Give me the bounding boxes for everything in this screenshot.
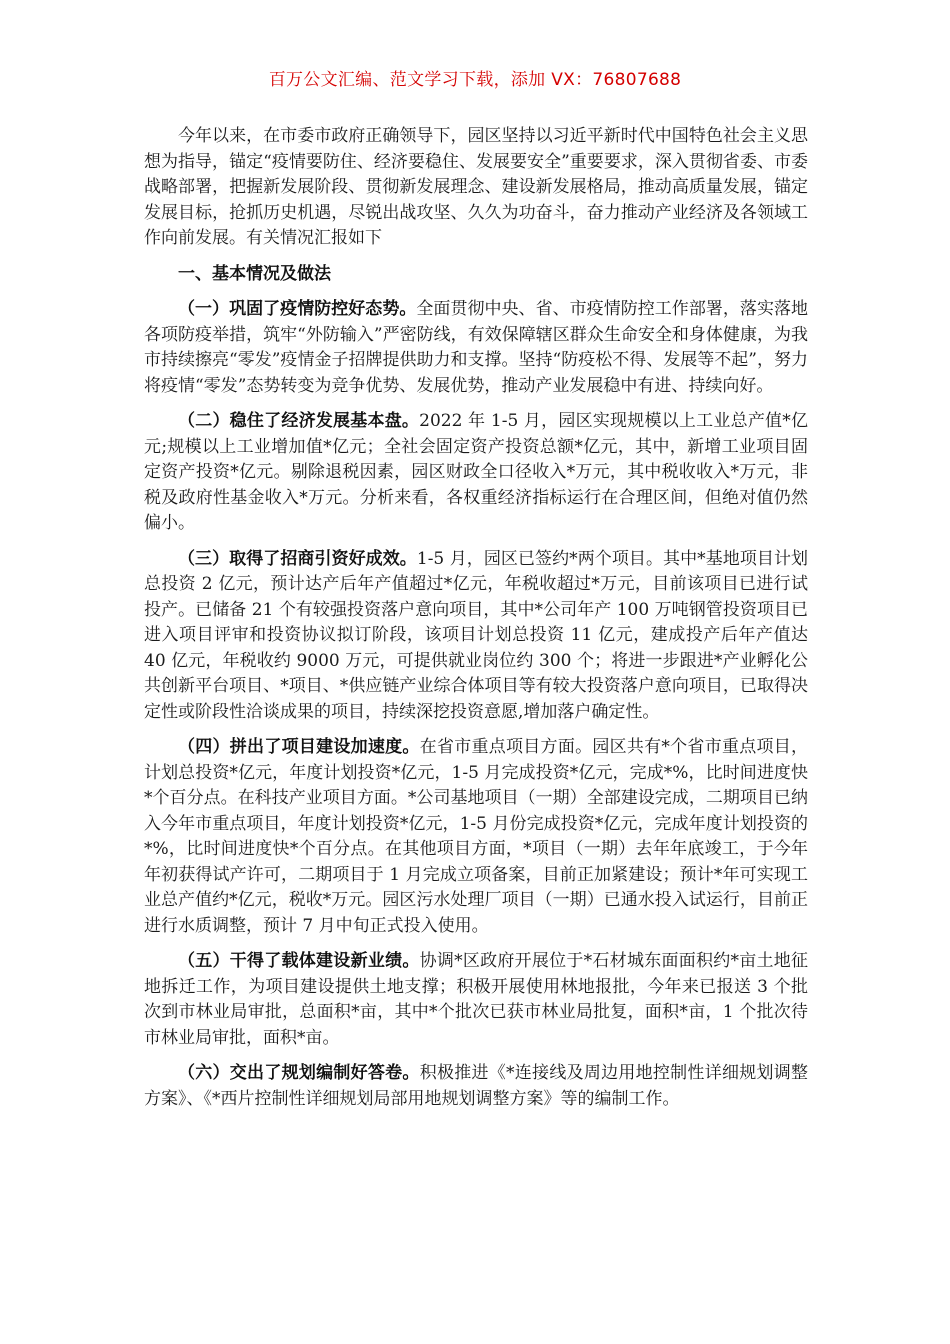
paragraph-5 (144, 949, 808, 1051)
document-body (144, 124, 808, 1122)
paragraph-1 (144, 297, 808, 399)
paragraph-6 (144, 1061, 808, 1112)
paragraph-4-lead: （四）拼出了项目建设加速度。 (178, 737, 420, 757)
paragraph-5-lead: （五）干得了载体建设新业绩。 (178, 951, 420, 971)
paragraph-6-lead: （六）交出了规划编制好答卷。 (178, 1063, 420, 1083)
intro-paragraph: 今年以来，在市委市政府正确领导下，园区坚持以习近平新时代中国特色社会主义思想为指导，锚定“疫情要防住、经济要稳住、发展要安全”重要要求，深入贯彻省委、市委战略部署，把握新发展阶段、贯彻新发展理念、建设新发展格局，推动高质量发展，锚定发展目标，抢抓历史机遇，尽锐出战攻坚、久久为功奋斗，奋力推动产业经济及各领域工作向前发展。有关情况汇报如下 (144, 126, 808, 248)
paragraph-2-lead: （二）稳住了经济发展基本盘。 (178, 411, 420, 431)
section-heading: 一、基本情况及做法 (178, 263, 331, 284)
paragraph-1-body: 全面贯彻中央、省、市疫情防控工作部署，落实落地各项防疫举措，筑牢“外防输入”严密防线，有效保障辖区群众生命安全和身体健康，为我市持续擦亮“零发”疫情金子招牌提供助力和支撑。坚持“防疫松不得、发展等不起”，努力将疫情“零发”态势转变为竞争优势、发展优势，推动产业发展稳中有进、持续向好。 (144, 299, 809, 396)
paragraph-3-lead: （三）取得了招商引资好成效。 (178, 548, 417, 569)
paragraph-2 (144, 409, 808, 537)
paragraph-1-lead: （一）巩固了疫情防控好态势。 (178, 299, 417, 319)
page-header-banner: 百万公文汇编、范文学习下载，添加 VX：76807688 (268, 70, 682, 90)
paragraph-6-body: 积极推进《*连接线及周边用地控制性详细规划调整方案》、《*西片控制性详细规划局部用地规划调整方案》等的编制工作。 (144, 1063, 809, 1109)
paragraph-4-body: 在省市重点项目方面。园区共有*个省市重点项目，计划总投资*亿元，年度计划投资*亿元，1-5 月完成投资*亿元，完成*%，比时间进度快*个百分点。在科技产业项目方面。*公司基地项目（一期）全部建设完成，二期项目已纳入今年市重点项目，年度计划投资*亿元，1-5 月份完成投资*亿元，完成年度计划投资的*%，比时间进度快*个百分点。在其他项目方面，*项目（一期）去年年底竣工，于今年年初获得试产许可，二期项目于 1 月完成立项备案，目前正加紧建设；预计*年可实现工业总产值约*亿元，税收*万元。园区污水处理厂项目（一期）已通水投入试运行，目前正进行水质调整，预计 7 月中旬正式投入使用。 (144, 737, 809, 936)
paragraph-4 (144, 735, 808, 939)
paragraph-3 (144, 547, 808, 726)
paragraph-5-body: 协调*区政府开展位于*石材城东面面积约*亩土地征地拆迁工作，为项目建设提供土地支撑；积极开展使用林地报批，今年来已报送 3 个批次到市林业局审批，总面积*亩，其中*个批次已获市林业局批复，面积*亩，1 个批次待市林业局审批，面积*亩。 (144, 951, 809, 1048)
paragraph-2-body: 2022 年 1-5 月，园区实现规模以上工业总产值*亿元;规模以上工业增加值*亿元；全社会固定资产投资总额*亿元，其中，新增工业项目固定资产投资*亿元。剔除退税因素，园区财政全口径收入*万元，其中税收收入*万元，非税及政府性基金收入*万元。分析来看，各权重经济指标运行在合理区间，但绝对值仍然偏小。 (144, 411, 809, 533)
paragraph-3-body: 1-5 月，园区已签约*两个项目。其中*基地项目计划总投资 2 亿元，预计达产后年产值超过*亿元，年税收超过*万元，目前该项目已进行试投产。已储备 21 个有较强投资落户意向项目，其中*公司年产 100 万吨钢管投资项目已进入项目评审和投资协议拟订阶段，该项目计划总投资 11 亿元，建成投产后年产值达 40 亿元，年税收约 9000 万元，可提供就业岗位约 300 个；将进一步跟进*产业孵化公共创新平台项目、*项目、*供应链产业综合体项目等有较大投资落户意向项目，已取得决定性或阶段性洽谈成果的项目，持续深挖投资意愿,增加落户确定性。 (144, 548, 809, 722)
